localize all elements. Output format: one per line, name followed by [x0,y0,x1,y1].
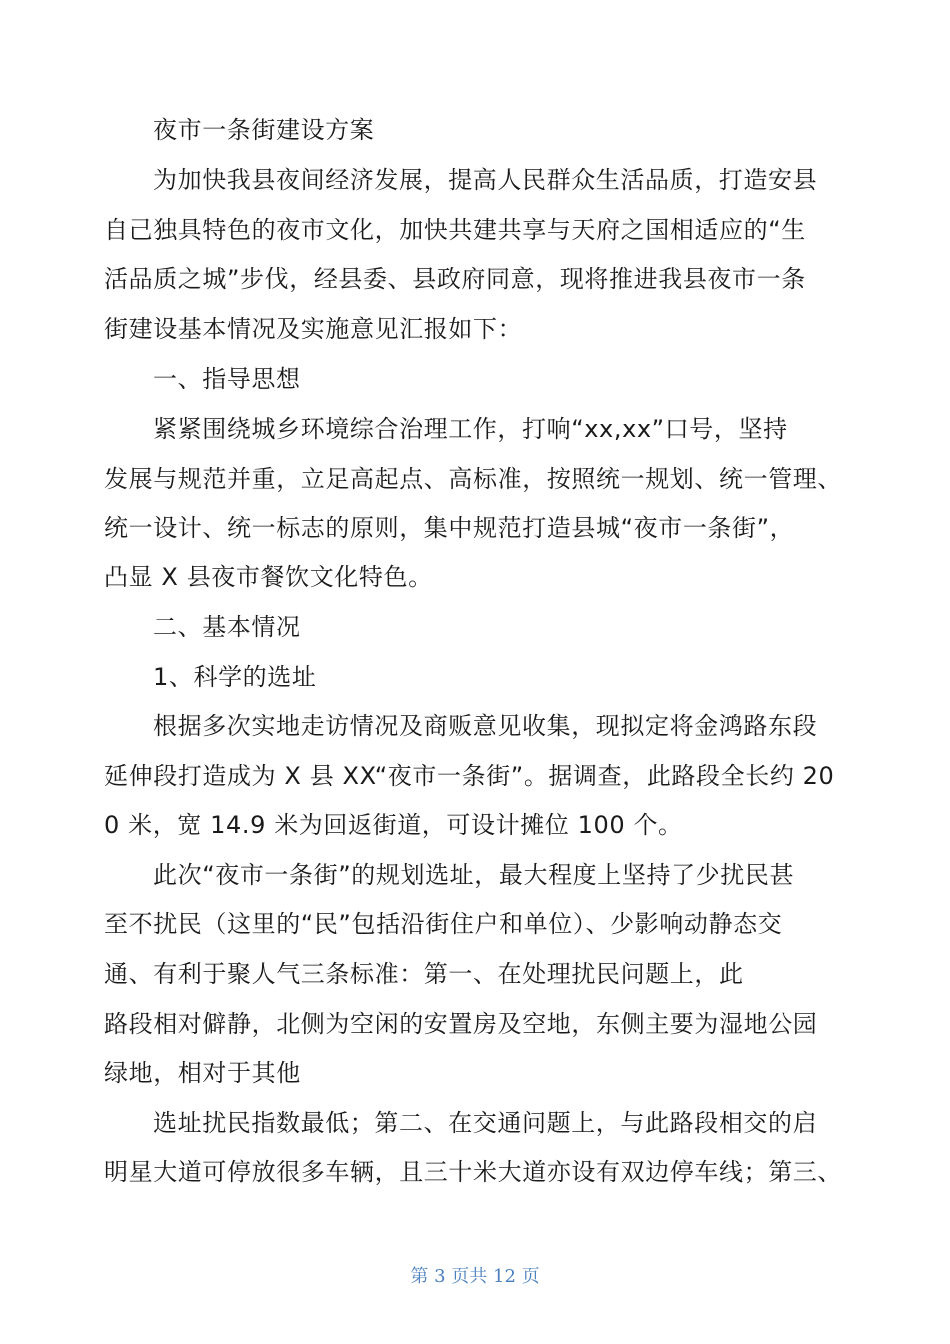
paragraph-line: 通、有利于聚人气三条标准：第一、在处理扰民问题上，此 [104,960,744,988]
paragraph-line: 至不扰民（这里的“民”包括沿街住户和单位）、少影响动静态交 [104,910,783,938]
document-title: 夜市一条街建设方案 [153,116,375,144]
paragraph-line: 延伸段打造成为 X 县 XX“夜市一条街”。据调查，此路段全长约 20 [104,762,835,790]
section-heading: 一、指导思想 [153,365,301,393]
paragraph-line: 此次“夜市一条街”的规划选址，最大程度上坚持了少扰民甚 [153,861,795,889]
paragraph-line: 路段相对僻静，北侧为空闲的安置房及空地，东侧主要为湿地公园 [104,1010,818,1038]
paragraph-line: 自己独具特色的夜市文化，加快共建共享与天府之国相适应的“生 [104,216,806,244]
paragraph-line: 绿地，相对于其他 [104,1059,301,1087]
paragraph-line: 明星大道可停放很多车辆，且三十米大道亦设有双边停车线；第三、 [104,1158,842,1186]
page-number-footer: 第 3 页共 12 页 [410,1266,540,1287]
paragraph-line: 0 米，宽 14.9 米为回返街道，可设计摊位 100 个。 [104,811,683,839]
paragraph-line: 根据多次实地走访情况及商贩意见收集，现拟定将金鸿路东段 [153,712,818,740]
paragraph-line: 发展与规范并重，立足高起点、高标准，按照统一规划、统一管理、 [104,465,842,493]
paragraph-line: 统一设计、统一标志的原则，集中规范打造县城“夜市一条街”， [104,514,795,542]
subsection-heading: 1、科学的选址 [153,663,317,691]
section-heading: 二、基本情况 [153,613,301,641]
paragraph-line: 为加快我县夜间经济发展，提高人民群众生活品质，打造安县 [153,166,818,194]
paragraph-line: 活品质之城”步伐，经县委、县政府同意，现将推进我县夜市一条 [104,265,806,293]
paragraph-line: 选址扰民指数最低；第二、在交通问题上，与此路段相交的启 [153,1109,818,1137]
paragraph-line: 凸显 X 县夜市餐饮文化特色。 [104,563,433,591]
paragraph-line: 街建设基本情况及实施意见汇报如下： [104,315,523,343]
paragraph-line: 紧紧围绕城乡环境综合治理工作，打响“xx,xx”口号，坚持 [153,415,788,443]
